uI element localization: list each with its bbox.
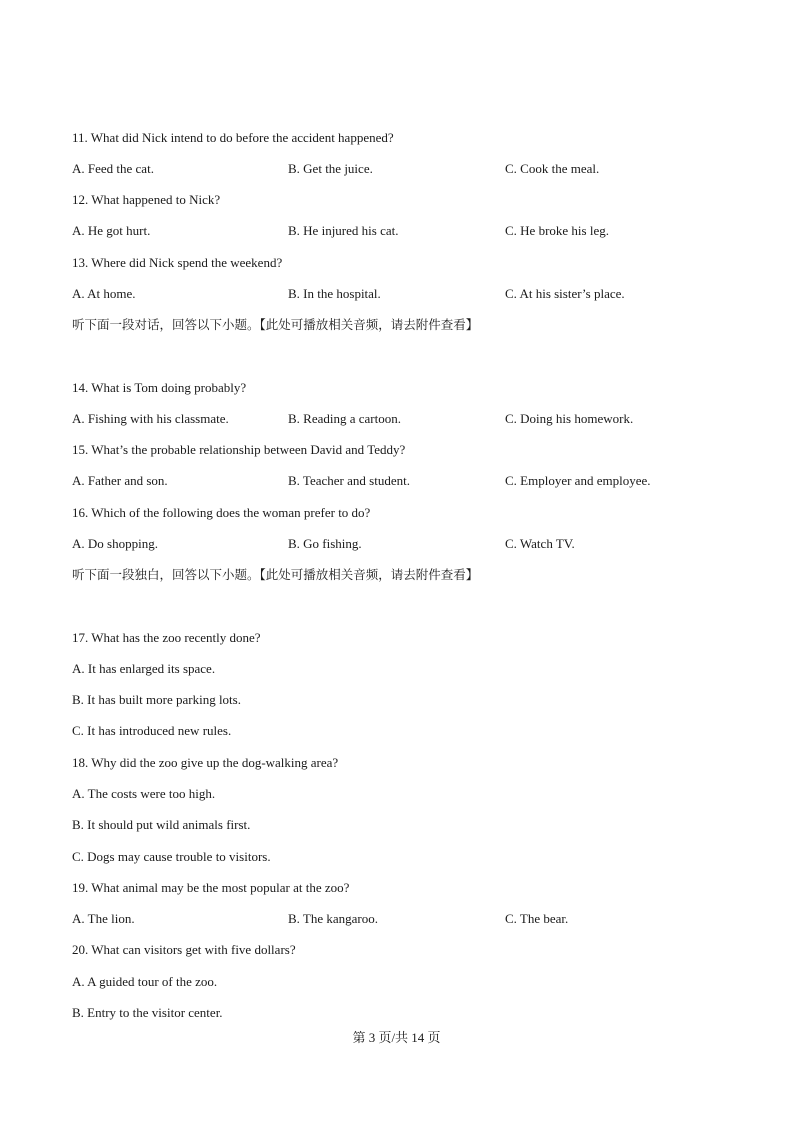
q12-option-a: A. He got hurt.: [72, 223, 151, 238]
q19-option-a: A. The lion.: [72, 911, 135, 926]
q18-option-a: A. The costs were too high.: [72, 786, 216, 801]
q20-option-a: A. A guided tour of the zoo.: [72, 974, 218, 989]
q12-option-b: B. He injured his cat.: [288, 223, 399, 238]
q19-option-b: B. The kangaroo.: [288, 911, 379, 926]
q13-option-c: C. At his sister’s place.: [505, 286, 625, 301]
q20-option-b: B. Entry to the visitor center.: [72, 1005, 223, 1020]
monologue-instruction: 听下面一段独白，回答以下小题。【此处可播放相关音频，请去附件查看】: [72, 567, 479, 582]
question-11: 11. What did Nick intend to do before the accident happened?: [72, 130, 394, 145]
q18-option-b: B. It should put wild animals first.: [72, 817, 251, 832]
q14-option-a: A. Fishing with his classmate.: [72, 411, 229, 426]
q14-option-c: C. Doing his homework.: [505, 411, 634, 426]
page-number: 第 3 页/共 14 页: [352, 1030, 441, 1045]
q13-option-a: A. At home.: [72, 286, 136, 301]
question-17: 17. What has the zoo recently done?: [72, 630, 261, 645]
q12-option-c: C. He broke his leg.: [505, 223, 609, 238]
q13-option-b: B. In the hospital.: [288, 286, 381, 301]
q16-option-b: B. Go fishing.: [288, 536, 362, 551]
q15-option-b: B. Teacher and student.: [288, 473, 410, 488]
q14-option-b: B. Reading a cartoon.: [288, 411, 401, 426]
q11-option-a: A. Feed the cat.: [72, 161, 154, 176]
q11-option-c: C. Cook the meal.: [505, 161, 600, 176]
question-18: 18. Why did the zoo give up the dog-walking area?: [72, 755, 339, 770]
question-13: 13. Where did Nick spend the weekend?: [72, 255, 283, 270]
q17-option-a: A. It has enlarged its space.: [72, 661, 216, 676]
question-20: 20. What can visitors get with five dollars?: [72, 942, 296, 957]
q17-option-c: C. It has introduced new rules.: [72, 723, 232, 738]
q15-option-c: C. Employer and employee.: [505, 473, 651, 488]
q15-option-a: A. Father and son.: [72, 473, 168, 488]
question-19: 19. What animal may be the most popular at the zoo?: [72, 880, 350, 895]
question-15: 15. What’s the probable relationship between David and Teddy?: [72, 442, 406, 457]
q16-option-c: C. Watch TV.: [505, 536, 575, 551]
question-16: 16. Which of the following does the woman prefer to do?: [72, 505, 371, 520]
question-14: 14. What is Tom doing probably?: [72, 380, 247, 395]
q19-option-c: C. The bear.: [505, 911, 569, 926]
dialogue-instruction: 听下面一段对话，回答以下小题。【此处可播放相关音频，请去附件查看】: [72, 317, 479, 332]
q11-option-b: B. Get the juice.: [288, 161, 373, 176]
q16-option-a: A. Do shopping.: [72, 536, 158, 551]
q18-option-c: C. Dogs may cause trouble to visitors.: [72, 849, 271, 864]
question-12: 12. What happened to Nick?: [72, 192, 221, 207]
q17-option-b: B. It has built more parking lots.: [72, 692, 241, 707]
